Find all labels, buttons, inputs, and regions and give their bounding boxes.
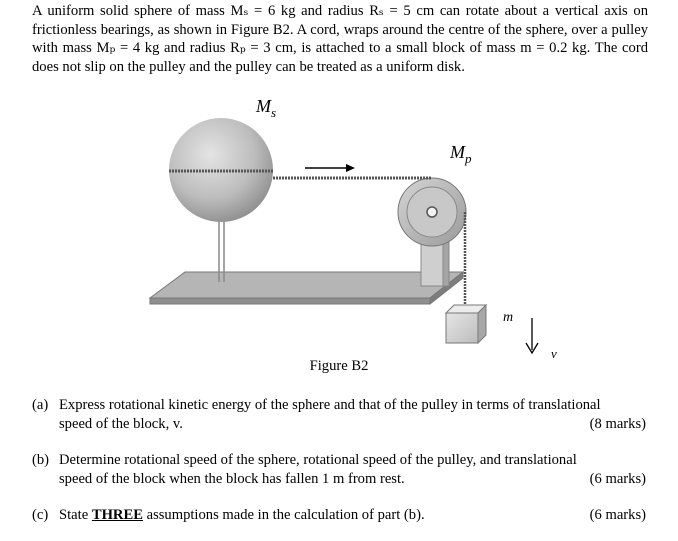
problem-statement: A uniform solid sphere of mass Mₛ = 6 kg and radius Rₛ = 5 cm can rotate about a vertical axis on frictionless bearings, as shown in Figure B2. A cord, wraps around the centre of the sphere, over a pulley with mass Mₚ = 4 kg and radius Rₚ = 3 cm, is attached to a small block of mass m = 0.2 kg. The cord does not slip on the pulley and the pulley can be treated as a uniform disk. [32,3,648,75]
block [446,305,486,343]
part-text-line-2: speed of the block, v. [59,415,183,432]
part-text-line-1: Express rotational kinetic energy of the sphere and that of the pulley in terms of translational [59,397,601,413]
question-part-a [32,396,646,433]
part-text-after: assumptions made in the calculation of part (b). [142,507,425,523]
pulley [398,178,466,246]
platform [150,272,463,304]
part-text-line-1: Determine rotational speed of the sphere, rotational speed of the pulley, and translational [59,452,577,468]
sphere-mass-label: $M_s$ [256,96,277,120]
block-mass-label: m [503,310,514,325]
marks: (6 marks) [589,507,646,523]
question-part-b [32,451,646,488]
part-text-before: State [59,507,92,523]
marks: (8 marks) [589,415,646,432]
emphasis-three: THREE [91,507,143,523]
pulley-mass-label: $M_p$ [450,142,472,166]
cord-direction-arrow [305,164,355,172]
velocity-label: v [551,346,557,361]
part-label: (c) [32,507,49,523]
marks: (6 marks) [589,470,646,487]
part-label: (b) [32,452,50,468]
part-text-line-2: speed of the block when the block has fallen 1 m from rest. [59,470,405,487]
velocity-arrow [526,318,538,353]
part-label: (a) [32,397,49,413]
figure-caption: Figure B2 [309,358,369,374]
question-part-c [32,506,646,525]
